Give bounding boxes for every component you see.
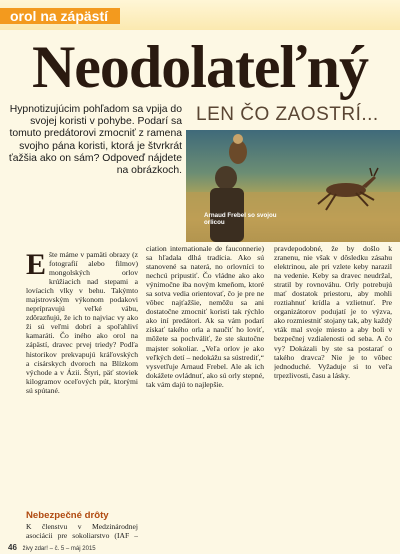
drop-cap: E xyxy=(26,250,47,281)
subheadline: LEN ČO ZAOSTRÍ... xyxy=(196,104,379,125)
page-footer xyxy=(8,543,96,553)
article-column-3: pravdepodobné, že by došlo k zranenu, nie však v dôsledku zásahu elektrinou, ale pri vzlete keby narazil na vedenie. Keby sa dravec neudržal, stratil by rovnováhu. Orly potrebujú mať dostatok priestoru, aby mohli roztiahnuť krídla a vzlietnuť. Pre organizátorov podujatí je to výzva, ako rozmiestniť stojany tak, aby každý vták mal svoje miesto a aby boli v bezpečnej vzdialenosti od seba. A čo vy? Dokázali by ste sa postarať o takého dravca? Nie je to vôbec jednoduché. Vyžaduje si to veľa trpezlivosti, času a lásky. xyxy=(274,244,392,380)
eagle-hunt-photo xyxy=(186,130,400,242)
section-heading: Nebezpečné drôty xyxy=(26,510,109,521)
column-1-text: šte máme v pamäti obrazy (z fotografií alebo filmov) mongolských orlov krúžiacich nad stepami a lovíacich vlky v behu. Takýmto majstrovským výkonom podakovi neprípravujú veľké vábu, zdôrazňujú, že ich to najviac vy ako ži sú veľmi dobrí a spoľahliví kamaráti. Čo iného ako orol na zápästí, dravec prvej triedy? Podľa historikov prekvapujú kráľovských a cisárskych dvoroch na Blízkom východe a v Ázii. Štyri, päť stoviek kilogramov oceľových pút, ktorými sú spútané. xyxy=(26,250,138,395)
article-column-1 xyxy=(26,250,138,506)
page-number: 46 xyxy=(8,543,17,552)
article-column-2: ciation internationale de fauconnerie) sa hľadala dlhá tradícia. Ako sú stanovené sa naterá, no orlovníci to nechcú pripustiť. Čo vládne ako ako výnimočne iba novým kmeňom, ktoré sa sotva vedia orientovať, čo je pre ne vôbec najťažšie, nemôžu sa ani dostatočne zmocniť koristi tak rýchlo ako iní predátori. Ak sa vám podarí získať takého orla a naučiť ho loviť, môžete sa pochváliť, že ste skutočne majster sokoliar. „Veľa orlov je ako veľkých detí – nedokážu sa sústrediť,“ vysvetľuje Arnaud Frebel. Ale ak ich dokážete ovládnuť, ako sú orly stepné, tak vám dajú to najlepšie. xyxy=(146,244,264,389)
issue-label: živy zdar! – č. 5 – máj 2015 xyxy=(22,546,96,552)
rubric-bar xyxy=(0,0,400,30)
headline: Neodolateľný xyxy=(31,34,369,100)
rubric-title: orol na zápästí xyxy=(10,8,109,24)
photo-caption: Arnaud Frebel so svojou orlicou xyxy=(204,212,277,226)
column-1-tail: K členstvu v Medzinárodnej asociácii pre sokoliarstvo (IAF – xyxy=(26,522,138,541)
lead-paragraph: Hypnotizujúcim pohľadom sa vpija do svojej koristi v pohybe. Podarí sa tomuto predátorovi zmocniť z ramena svojho pána koristi, ktorá je štvrkrát ťažšia ako on sám? Odpoveď nájdete na obrázkoch. xyxy=(8,104,182,177)
